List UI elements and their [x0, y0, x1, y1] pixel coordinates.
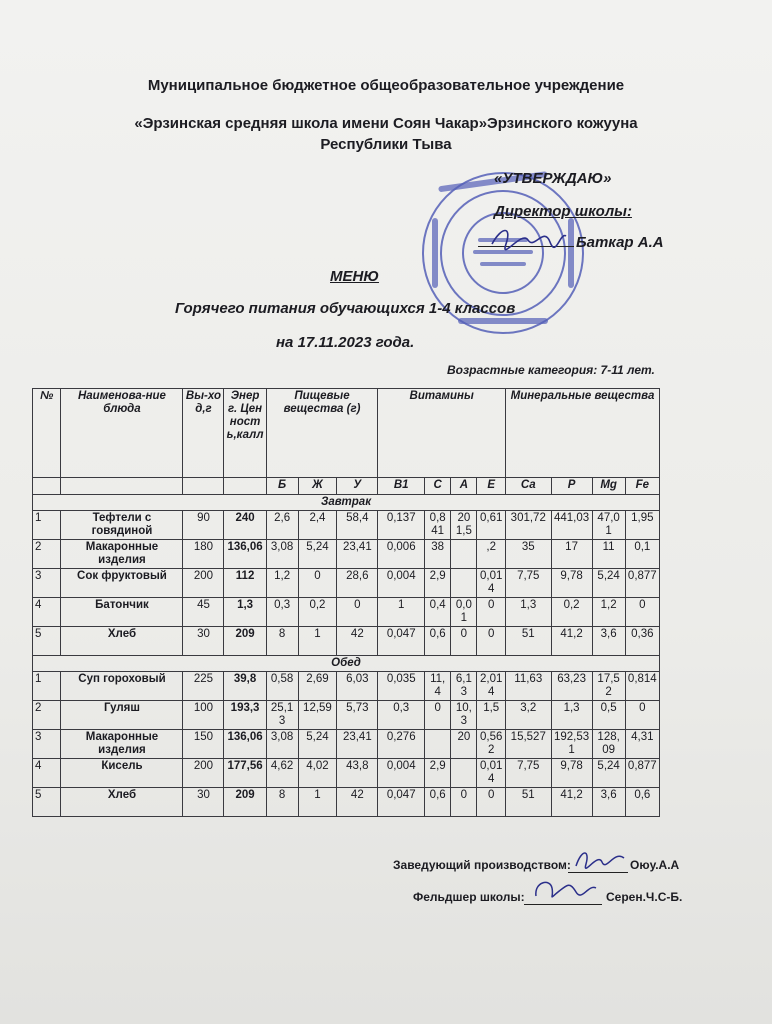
subheader-zh: Ж	[298, 478, 337, 495]
table-row	[33, 730, 660, 759]
cell-yield: 180	[183, 540, 224, 569]
cell-n: 3	[33, 730, 61, 759]
cell-n: 5	[33, 788, 61, 817]
cell-name: Тефтели с говядиной	[61, 511, 183, 540]
cell-e: 2,014	[477, 672, 505, 701]
cell-energy: 136,06	[224, 540, 266, 569]
cell-yield: 200	[183, 759, 224, 788]
cell-n: 4	[33, 598, 61, 627]
cell-yield: 100	[183, 701, 224, 730]
director-position: Директор школы:	[494, 203, 632, 220]
director-signature	[488, 222, 568, 252]
cell-yield: 225	[183, 672, 224, 701]
cell-n: 4	[33, 759, 61, 788]
subheader-p: P	[551, 478, 592, 495]
cell-name: Кисель	[61, 759, 183, 788]
cell-u: 58,4	[337, 511, 378, 540]
cell-a: 0	[451, 788, 477, 817]
cell-e: 0,562	[477, 730, 505, 759]
cell-a: 6,13	[451, 672, 477, 701]
medic-name: Серен.Ч.С-Б.	[606, 890, 683, 904]
cell-energy: 1,3	[224, 598, 266, 627]
cell-energy: 209	[224, 788, 266, 817]
age-category: Возрастные категория: 7-11 лет.	[447, 363, 655, 377]
manager-signature-line	[568, 872, 628, 873]
cell-b: 2,6	[266, 511, 298, 540]
menu-date: на 17.11.2023 года.	[276, 334, 415, 351]
manager-signature	[572, 846, 628, 872]
cell-p: 0,2	[551, 598, 592, 627]
cell-yield: 90	[183, 511, 224, 540]
cell-a	[451, 759, 477, 788]
cell-mg: 11	[592, 540, 625, 569]
cell-fe: 4,31	[625, 730, 659, 759]
cell-name: Батончик	[61, 598, 183, 627]
cell-b: 0,3	[266, 598, 298, 627]
cell-fe: 0	[625, 598, 659, 627]
cell-b1: 0,137	[378, 511, 425, 540]
cell-p: 17	[551, 540, 592, 569]
cell-p: 1,3	[551, 701, 592, 730]
cell-ca: 51	[505, 627, 551, 656]
section-row	[33, 495, 660, 511]
cell-c: 2,9	[425, 569, 451, 598]
cell-n: 1	[33, 672, 61, 701]
subheader-b1: В1	[378, 478, 425, 495]
cell-u: 23,41	[337, 540, 378, 569]
cell-mg: 1,2	[592, 598, 625, 627]
cell-u: 43,8	[337, 759, 378, 788]
cell-fe: 0,6	[625, 788, 659, 817]
table-row	[33, 627, 660, 656]
header-yield: Вы-ход,г	[183, 389, 224, 478]
subheader-a: А	[451, 478, 477, 495]
header-minerals: Минеральные вещества	[505, 389, 659, 478]
table-row	[33, 569, 660, 598]
cell-b: 4,62	[266, 759, 298, 788]
org-name-line3: Республики Тыва	[320, 136, 452, 153]
cell-mg: 128,09	[592, 730, 625, 759]
menu-title: МЕНЮ	[330, 268, 379, 285]
cell-u: 0	[337, 598, 378, 627]
section-title: Обед	[33, 656, 660, 672]
cell-ca: 301,72	[505, 511, 551, 540]
cell-e: 0,61	[477, 511, 505, 540]
cell-mg: 47,01	[592, 511, 625, 540]
cell-fe: 0,1	[625, 540, 659, 569]
cell-b: 3,08	[266, 730, 298, 759]
table-row	[33, 511, 660, 540]
cell-u: 5,73	[337, 701, 378, 730]
cell-zh: 1	[298, 788, 337, 817]
cell-b1: 0,004	[378, 569, 425, 598]
cell-ca: 3,2	[505, 701, 551, 730]
cell-a	[451, 540, 477, 569]
cell-e: ,2	[477, 540, 505, 569]
cell-energy: 136,06	[224, 730, 266, 759]
cell-e: 0	[477, 627, 505, 656]
cell-zh: 4,02	[298, 759, 337, 788]
menu-subtitle: Горячего питания обучающихся 1-4 классов	[175, 300, 516, 317]
table-row	[33, 701, 660, 730]
cell-b: 25,13	[266, 701, 298, 730]
cell-u: 6,03	[337, 672, 378, 701]
medic-signature-line	[524, 904, 602, 905]
cell-a	[451, 569, 477, 598]
cell-energy: 39,8	[224, 672, 266, 701]
org-name-line2: «Эрзинская средняя школа имени Соян Чакар»Эрзинского кожууна	[134, 115, 638, 132]
cell-c: 2,9	[425, 759, 451, 788]
cell-u: 23,41	[337, 730, 378, 759]
subheader-e: Е	[477, 478, 505, 495]
cell-b: 8	[266, 627, 298, 656]
cell-b1: 0,3	[378, 701, 425, 730]
cell-n: 2	[33, 701, 61, 730]
cell-fe: 0,877	[625, 759, 659, 788]
subheader-ca: Ca	[505, 478, 551, 495]
cell-b1: 0,276	[378, 730, 425, 759]
cell-c: 0,4	[425, 598, 451, 627]
cell-e: 0,014	[477, 569, 505, 598]
cell-fe: 0,877	[625, 569, 659, 598]
cell-n: 1	[33, 511, 61, 540]
cell-ca: 35	[505, 540, 551, 569]
cell-p: 63,23	[551, 672, 592, 701]
cell-e: 0	[477, 598, 505, 627]
header-num: №	[33, 389, 61, 478]
cell-c: 0,6	[425, 788, 451, 817]
cell-a: 20	[451, 730, 477, 759]
cell-energy: 112	[224, 569, 266, 598]
cell-a: 201,5	[451, 511, 477, 540]
cell-n: 2	[33, 540, 61, 569]
cell-b1: 1	[378, 598, 425, 627]
subheader-b: Б	[266, 478, 298, 495]
cell-zh: 0,2	[298, 598, 337, 627]
cell-e: 0,014	[477, 759, 505, 788]
cell-a: 0	[451, 627, 477, 656]
cell-energy: 209	[224, 627, 266, 656]
cell-fe: 0	[625, 701, 659, 730]
director-name: Баткар А.А	[576, 234, 664, 251]
cell-ca: 11,63	[505, 672, 551, 701]
cell-e: 1,5	[477, 701, 505, 730]
cell-e: 0	[477, 788, 505, 817]
table-row	[33, 759, 660, 788]
cell-ca: 15,527	[505, 730, 551, 759]
subheader-u: У	[337, 478, 378, 495]
cell-energy: 177,56	[224, 759, 266, 788]
cell-zh: 2,4	[298, 511, 337, 540]
section-row	[33, 656, 660, 672]
cell-name: Хлеб	[61, 788, 183, 817]
cell-fe: 0,36	[625, 627, 659, 656]
cell-mg: 0,5	[592, 701, 625, 730]
section-title: Завтрак	[33, 495, 660, 511]
cell-mg: 5,24	[592, 569, 625, 598]
cell-p: 9,78	[551, 759, 592, 788]
cell-ca: 1,3	[505, 598, 551, 627]
table-row	[33, 788, 660, 817]
cell-b: 1,2	[266, 569, 298, 598]
header-nutrients: Пищевые вещества (г)	[266, 389, 378, 478]
cell-b: 8	[266, 788, 298, 817]
cell-u: 28,6	[337, 569, 378, 598]
header-dish-name: Наименова-ние блюда	[61, 389, 183, 478]
cell-u: 42	[337, 788, 378, 817]
cell-p: 41,2	[551, 627, 592, 656]
cell-ca: 7,75	[505, 759, 551, 788]
cell-c: 38	[425, 540, 451, 569]
cell-b1: 0,006	[378, 540, 425, 569]
cell-zh: 5,24	[298, 730, 337, 759]
cell-b1: 0,004	[378, 759, 425, 788]
medic-label: Фельдшер школы:	[413, 890, 525, 904]
cell-name: Хлеб	[61, 627, 183, 656]
manager-label: Заведующий производством:	[393, 858, 571, 872]
cell-c: 0,841	[425, 511, 451, 540]
cell-p: 441,03	[551, 511, 592, 540]
cell-b: 0,58	[266, 672, 298, 701]
subheader-c: С	[425, 478, 451, 495]
cell-mg: 5,24	[592, 759, 625, 788]
cell-b: 3,08	[266, 540, 298, 569]
cell-b1: 0,047	[378, 788, 425, 817]
cell-zh: 1	[298, 627, 337, 656]
subheader-fe: Fe	[625, 478, 659, 495]
cell-b1: 0,047	[378, 627, 425, 656]
cell-ca: 7,75	[505, 569, 551, 598]
subheader-mg: Mg	[592, 478, 625, 495]
cell-name: Макаронные изделия	[61, 540, 183, 569]
approve-label: «УТВЕРЖДАЮ»	[494, 170, 612, 187]
cell-p: 9,78	[551, 569, 592, 598]
cell-u: 42	[337, 627, 378, 656]
cell-zh: 2,69	[298, 672, 337, 701]
cell-p: 192,531	[551, 730, 592, 759]
cell-n: 5	[33, 627, 61, 656]
table-row	[33, 672, 660, 701]
cell-a: 0,01	[451, 598, 477, 627]
cell-name: Макаронные изделия	[61, 730, 183, 759]
cell-a: 10,3	[451, 701, 477, 730]
cell-yield: 30	[183, 627, 224, 656]
cell-zh: 5,24	[298, 540, 337, 569]
cell-fe: 1,95	[625, 511, 659, 540]
cell-yield: 200	[183, 569, 224, 598]
cell-c: 0,6	[425, 627, 451, 656]
cell-yield: 150	[183, 730, 224, 759]
cell-b1: 0,035	[378, 672, 425, 701]
header-vitamins: Витамины	[378, 389, 506, 478]
medic-signature	[530, 874, 600, 904]
menu-table	[32, 388, 660, 817]
cell-fe: 0,814	[625, 672, 659, 701]
cell-yield: 45	[183, 598, 224, 627]
cell-n: 3	[33, 569, 61, 598]
cell-zh: 12,59	[298, 701, 337, 730]
cell-energy: 193,3	[224, 701, 266, 730]
cell-energy: 240	[224, 511, 266, 540]
cell-zh: 0	[298, 569, 337, 598]
manager-name: Оюу.А.А	[630, 858, 680, 872]
cell-name: Сок фруктовый	[61, 569, 183, 598]
cell-c	[425, 730, 451, 759]
table-row	[33, 598, 660, 627]
cell-name: Гуляш	[61, 701, 183, 730]
cell-name: Суп гороховый	[61, 672, 183, 701]
org-name-line1: Муниципальное бюджетное общеобразовательное учреждение	[147, 77, 625, 94]
cell-ca: 51	[505, 788, 551, 817]
header-energy: Энерг. Ценность,калл	[224, 389, 266, 478]
cell-p: 41,2	[551, 788, 592, 817]
cell-c: 0	[425, 701, 451, 730]
cell-mg: 3,6	[592, 788, 625, 817]
cell-yield: 30	[183, 788, 224, 817]
cell-c: 11,4	[425, 672, 451, 701]
table-row	[33, 540, 660, 569]
cell-mg: 3,6	[592, 627, 625, 656]
cell-mg: 17,52	[592, 672, 625, 701]
